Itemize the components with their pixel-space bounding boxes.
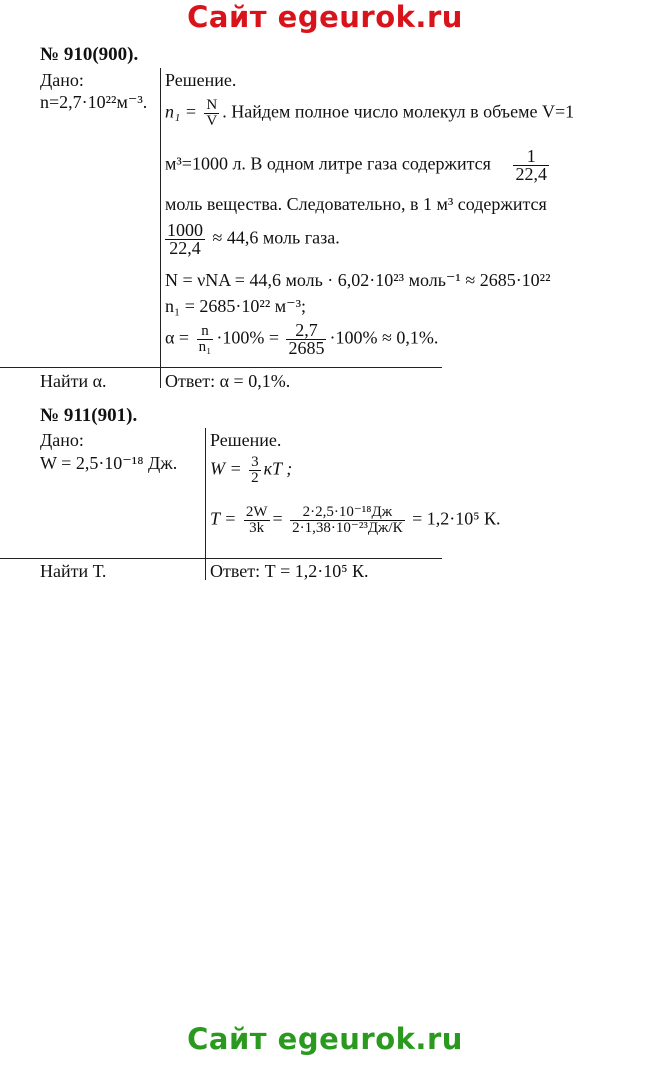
site-footer: Сайт egeurok.ru [187,1022,463,1056]
frac-num: 3 [251,454,259,470]
p911-answer: Ответ: Т = 1,2·10⁵ К. [210,561,369,581]
p910-divider [160,68,161,388]
p911-given-label: Дано: [40,430,84,450]
p910-line5: N = νNA = 44,6 моль · 6,02·10²³ моль⁻¹ ≈ 2685·10²² [165,270,551,290]
p910-line2 [165,148,552,183]
p910-line4 [165,222,340,257]
frac-den: V [206,113,218,129]
p910-l1-frac [204,98,219,129]
p910-l7-frac2 [286,322,326,357]
p910-l4-frac [165,222,205,257]
p910-l7-frac1 [197,324,214,355]
frac-num: 2·2,5·10⁻¹⁸Дж [290,505,404,521]
p910-l1-text: . Найдем полное число молекул в объеме V=1 [222,101,575,122]
p910-line7 [165,322,438,357]
p910-solution-label: Решение. [165,70,237,90]
p910-find-separator [0,367,442,368]
p911-l1-end: кT ; [263,458,293,479]
frac-num: N [206,97,218,113]
p910-l2-frac [513,148,549,183]
p911-line1 [210,455,292,486]
p911-l2-frac1 [244,505,270,536]
problem-910-number: № 910(900). [40,44,139,65]
problem-911-number: № 911(901). [40,405,138,426]
p911-find-separator [0,558,442,559]
frac-den: 2685 [288,338,325,358]
frac-den: 3k [249,520,265,536]
p910-line6: n₁ = 2685·10²² м⁻³; [165,296,307,316]
p910-answer: Ответ: α = 0,1%. [165,371,291,391]
frac-num: 1000 [167,220,203,240]
p910-l7-mid: ·100% = [216,327,279,348]
p910-line3: моль вещества. Следовательно, в 1 м³ содержится [165,194,547,214]
site-header: Сайт egeurok.ru [187,0,463,34]
p911-l2-frac2 [290,505,404,536]
p910-given-label: Дано: [40,70,84,90]
p910-l4-text: ≈ 44,6 моль газа. [212,227,340,248]
frac-num: 1 [513,148,549,166]
frac-den: 22,4 [169,238,201,258]
frac-num: 2W [245,504,268,520]
p910-l2-text: м³=1000 л. В одном литре газа содержится [165,153,491,174]
p911-solution-label: Решение. [210,430,282,450]
p910-line1 [165,98,574,129]
p911-line2 [210,505,501,536]
frac-num: n [197,324,214,340]
p910-given: n=2,7·10²²м⁻³. [40,92,148,112]
p911-given: W = 2,5·10⁻¹⁸ Дж. [40,453,178,473]
frac-den: 2·1,38·10⁻²³Дж/К [292,520,403,536]
p911-find-label: Найти Т. [40,561,107,581]
p910-l7-end: ·100% ≈ 0,1%. [329,327,439,348]
frac-den: 2 [251,470,259,486]
p910-l1-lhs: n₁ = [165,101,197,122]
p910-l7-lhs: α = [165,327,190,348]
frac-den: 22,4 [515,164,547,184]
p910-find-label: Найти α. [40,371,107,391]
frac-den: n₁ [198,339,212,355]
frac-num: 2,7 [286,322,326,340]
p911-l2-eq: = [272,508,283,529]
p911-l2-end: = 1,2·10⁵ К. [412,508,501,529]
p911-l1-lhs: W = [210,458,242,479]
p911-l2-lhs: T = [210,508,237,529]
p911-l1-frac [249,455,261,486]
